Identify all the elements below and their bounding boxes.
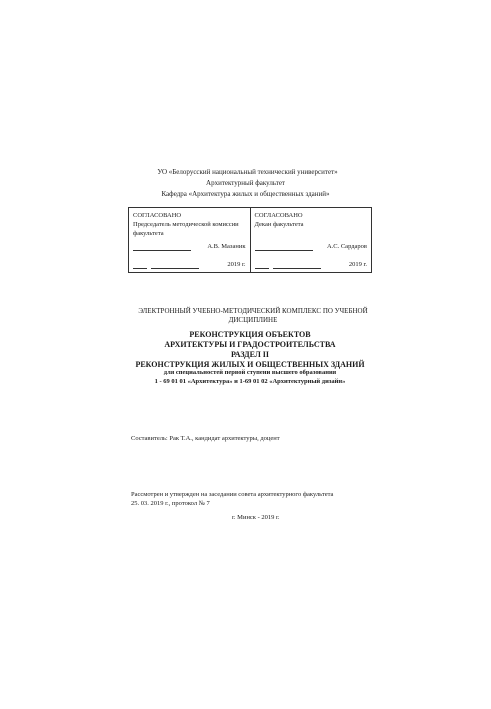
signature-blank <box>255 242 313 251</box>
month-blank <box>151 260 199 269</box>
section-title: РЕКОНСТРУКЦИЯ ЖИЛЫХ И ОБЩЕСТВЕННЫХ ЗДАНИЙ <box>135 360 365 369</box>
approval-year: 2019 г. <box>348 261 367 268</box>
city-year: г. Минск - 2019 г. <box>232 514 280 521</box>
approval-cell-methodical-commission <box>129 208 250 272</box>
day-blank <box>255 260 269 269</box>
specialty-info <box>120 369 380 386</box>
signature-line <box>133 242 246 251</box>
approval-table <box>128 207 372 273</box>
approval-note-line: Рассмотрен и утвержден на заседании совета архитектурного факультета <box>131 491 334 498</box>
approval-cell-dean <box>250 208 372 272</box>
date-line <box>255 260 368 269</box>
approval-heading: СОГЛАСОВАНО <box>133 212 182 219</box>
approval-position: Председатель методической комиссии факультета <box>133 221 239 237</box>
complex-title: ЭЛЕКТРОННЫЙ УЧЕБНО-МЕТОДИЧЕСКИЙ КОМПЛЕКС ПО УЧЕБНОЙ ДИСЦИПЛИНЕ <box>138 307 368 324</box>
specialty-codes: 1 - 69 01 01 «Архитектура» и 1-69 01 02 «Архитектурный дизайн» <box>154 377 346 385</box>
approval-year: 2019 г. <box>227 261 246 268</box>
month-blank <box>273 260 321 269</box>
approval-position: Декан факультета <box>254 221 304 228</box>
approval-protocol: 25. 03. 2019 г., протокол № 7 <box>131 500 210 507</box>
document-title <box>120 330 380 370</box>
specialty-line: для специальностей первой ступени высшего образования <box>163 369 337 376</box>
approval-heading: СОГЛАСОВАНО <box>254 212 303 219</box>
faculty-name: Архитектурный факультет <box>206 179 285 187</box>
section-label: РАЗДЕЛ II <box>230 350 270 359</box>
compiler-info: Составитель: Рак Т.А., кандидат архитектуры, доцент <box>131 435 280 442</box>
date-line <box>133 260 246 269</box>
signature-line <box>255 242 368 251</box>
signer-name: А.С. Сардаров <box>326 243 367 250</box>
title-line: РЕКОНСТРУКЦИЯ ОБЪЕКТОВ <box>189 330 311 339</box>
approval-note <box>131 490 333 508</box>
day-blank <box>133 260 147 269</box>
signer-name: А.В. Мазаник <box>207 243 246 250</box>
department-name: Кафедра «Архитектура жилых и общественных зданий» <box>161 190 330 198</box>
institution-header <box>0 167 491 200</box>
university-name: УО «Белорусский национальный технический университет» <box>157 168 338 176</box>
signature-blank <box>133 242 191 251</box>
title-line: АРХИТЕКТУРЫ И ГРАДОСТРОИТЕЛЬСТВА <box>164 340 336 349</box>
